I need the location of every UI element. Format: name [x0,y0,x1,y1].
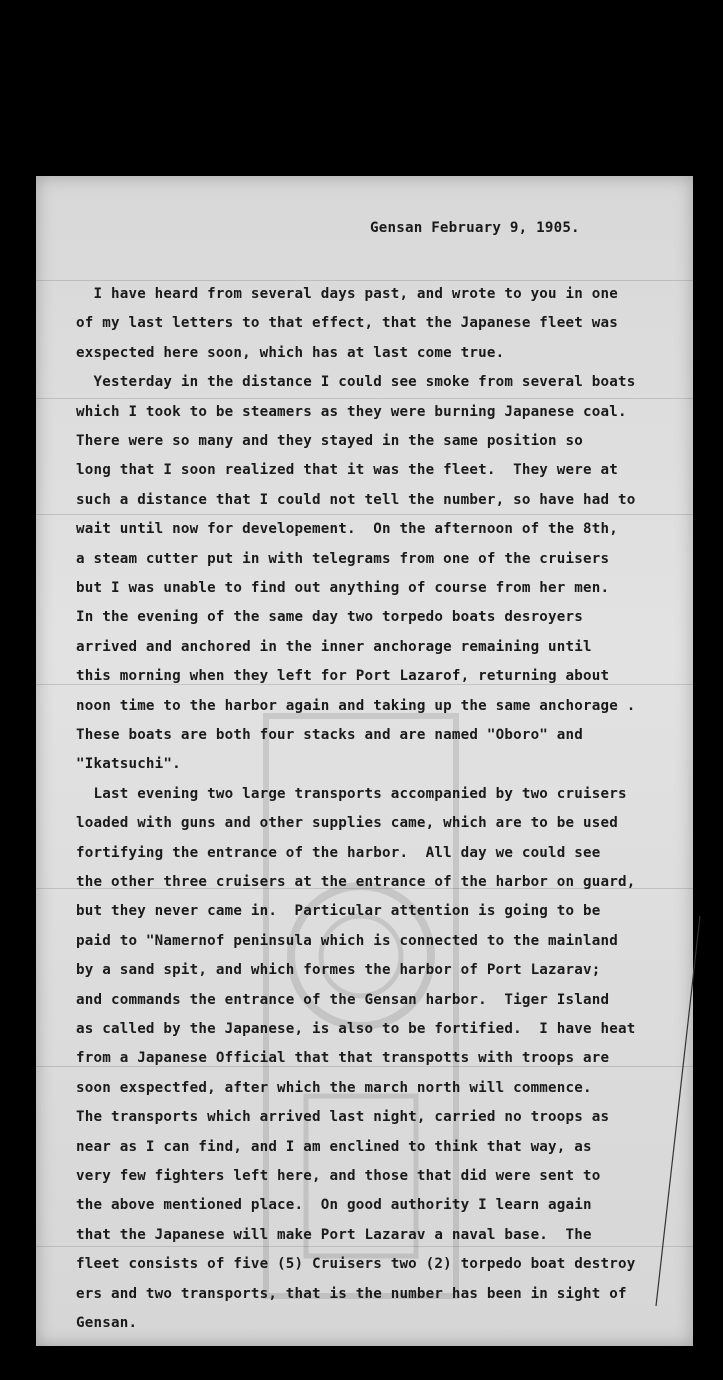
letter-line: paid to "Namernof peninsula which is connected to the mainland [76,932,618,949]
letter-line: and commands the entrance of the Gensan harbor. Tiger Island [76,991,610,1008]
letter-line: a steam cutter put in with telegrams from one of the cruisers [76,550,610,567]
letter-line: I have heard from several days past, and wrote to you in one [76,286,618,302]
letter-line: "Ikatsuchi". [76,756,181,773]
letter-line: soon exspectfed, after which the march north will commence. [76,1079,592,1096]
letter-line: the other three cruisers at the entrance of the harbor on guard, [76,874,636,890]
ruled-line [36,398,693,399]
letter-line: long that I soon realized that it was the fleet. They were at [76,462,618,479]
letter-line: very few fighters left here, and those that did were sent to [76,1168,601,1184]
letter-line: the above mentioned place. On good authority I learn again [76,1197,592,1214]
letter-line: wait until now for developement. On the afternoon of the 8th, [76,521,618,538]
letter-line: but I was unable to find out anything of course from her men. [76,580,610,596]
letter-line: loaded with guns and other supplies came, which are to be used [76,815,618,832]
letter-line: of my last letters to that effect, that the Japanese fleet was [76,315,618,332]
letter-line: near as I can find, and I am enclined to think that way, as [76,1138,592,1155]
letter-line: There were so many and they stayed in the same position so [76,433,584,449]
letter-line: In the evening of the same day two torpedo boats desroyers [76,609,584,626]
letter-line: which I took to be steamers as they were burning Japanese coal. [76,403,627,420]
letter-dateline: Gensan February 9, 1905. [370,220,580,236]
ruled-line [36,280,693,281]
letter-line: but they never came in. Particular attention is going to be [76,903,601,920]
letter-line: Yesterday in the distance I could see smoke from several boats [76,374,636,391]
letter-line: from a Japanese Official that that transpotts with troops are [76,1050,610,1067]
letter-line: such a distance that I could not tell the number, so have had to [76,491,636,508]
letter-line: The transports which arrived last night, carried no troops as [76,1109,610,1126]
letter-page [36,176,693,1346]
letter-line: arrived and anchored in the inner anchorage remaining until [76,638,592,655]
letter-line: noon time to the harbor again and taking up the same anchorage . [76,697,636,714]
letter-line: by a sand spit, and which formes the harbor of Port Lazarav; [76,962,601,979]
letter-line: as called by the Japanese, is also to be fortified. I have heat [76,1021,636,1037]
letter-line: ers and two transports, that is the number has been in sight of [76,1285,627,1302]
letter-line: fortifying the entrance of the harbor. All day we could see [76,844,601,861]
letter-line: fleet consists of five (5) Cruisers two (2) torpedo boat destroy [76,1256,636,1273]
letter-line: this morning when they left for Port Lazarof, returning about [76,668,610,685]
letter-line: Last evening two large transports accompanied by two cruisers [76,785,627,802]
letter-line: Gensan. [76,1315,138,1331]
ruled-line [36,514,693,515]
letter-line: These boats are both four stacks and are named "Oboro" and [76,727,584,743]
letter-line: that the Japanese will make Port Lazarav a naval base. The [76,1226,592,1243]
letter-line: exspected here soon, which has at last come true. [76,344,505,361]
margin-pen-mark [642,916,722,1316]
